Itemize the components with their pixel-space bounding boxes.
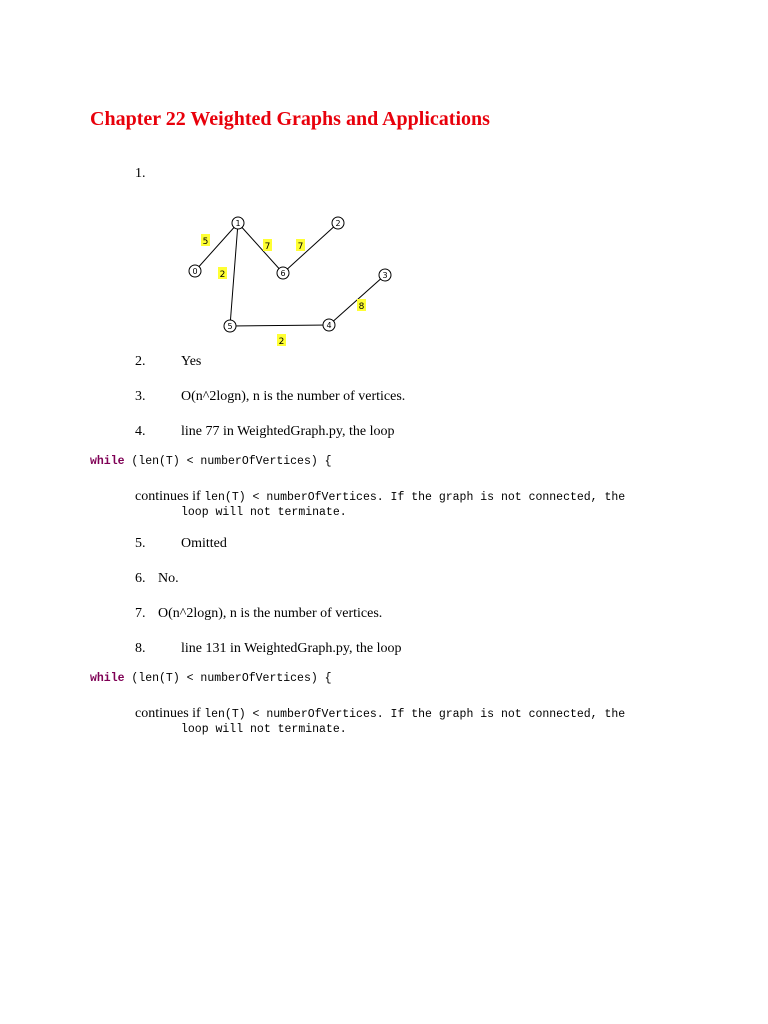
edge-5-4 [230,325,329,326]
continues-text-2b: loop will not terminate. [181,723,347,736]
continues-text-2 [135,706,625,722]
item-7-answer: O(n^2logn), n is the number of vertices. [158,606,383,621]
continues-prefix: continues if [135,489,205,504]
code-condition: (len(T) < numberOfVertices) { [124,455,332,468]
item-1-number: 1. [135,166,146,181]
item-3-number: 3. [135,389,146,404]
continues-code: len(T) < numberOfVertices. If the graph is not connected, the [204,708,626,721]
edge-6-2 [283,223,338,273]
code-line-1 [90,455,332,468]
vertex-label-1: 1 [235,219,241,228]
vertex-label-0: 0 [192,267,198,276]
code-keyword: while [90,455,125,468]
vertex-label-2: 2 [335,219,341,228]
item-5-answer: Omitted [181,536,227,551]
vertex-label-3: 3 [382,271,388,280]
code-condition: (len(T) < numberOfVertices) { [124,672,332,685]
weight-label-1-5: 2 [219,270,226,280]
item-3-answer: O(n^2logn), n is the number of vertices. [181,389,406,404]
code-keyword: while [90,672,125,685]
vertex-label-4: 4 [326,321,332,330]
continues-code: len(T) < numberOfVertices. If the graph is not connected, the [204,491,626,504]
chapter-title: Chapter 22 Weighted Graphs and Applications [90,108,490,130]
weight-label-5-4: 2 [278,337,285,347]
item-7-number: 7. [135,606,146,621]
item-5-number: 5. [135,536,146,551]
code-line-2 [90,672,332,685]
continues-prefix: continues if [135,706,205,721]
item-8-number: 8. [135,641,146,656]
weight-label-0-1: 5 [202,237,209,247]
weight-label-1-6: 7 [264,242,271,252]
edge-0-1 [195,223,238,271]
weighted-graph-figure [180,205,400,355]
weight-label-4-3: 8 [358,302,365,312]
item-2-number: 2. [135,354,146,369]
vertex-label-6: 6 [280,269,286,278]
item-8-answer: line 131 in WeightedGraph.py, the loop [181,641,402,656]
item-6-answer: No. [158,571,179,586]
item-4-answer: line 77 in WeightedGraph.py, the loop [181,424,395,439]
continues-text-1 [135,489,625,505]
item-2-answer: Yes [181,354,202,369]
continues-text-1b: loop will not terminate. [181,506,347,519]
vertex-label-5: 5 [227,322,233,331]
weight-label-6-2: 7 [297,242,304,252]
edge-1-6 [238,223,283,273]
item-4-number: 4. [135,424,146,439]
edge-1-5 [230,223,238,326]
item-6-number: 6. [135,571,146,586]
